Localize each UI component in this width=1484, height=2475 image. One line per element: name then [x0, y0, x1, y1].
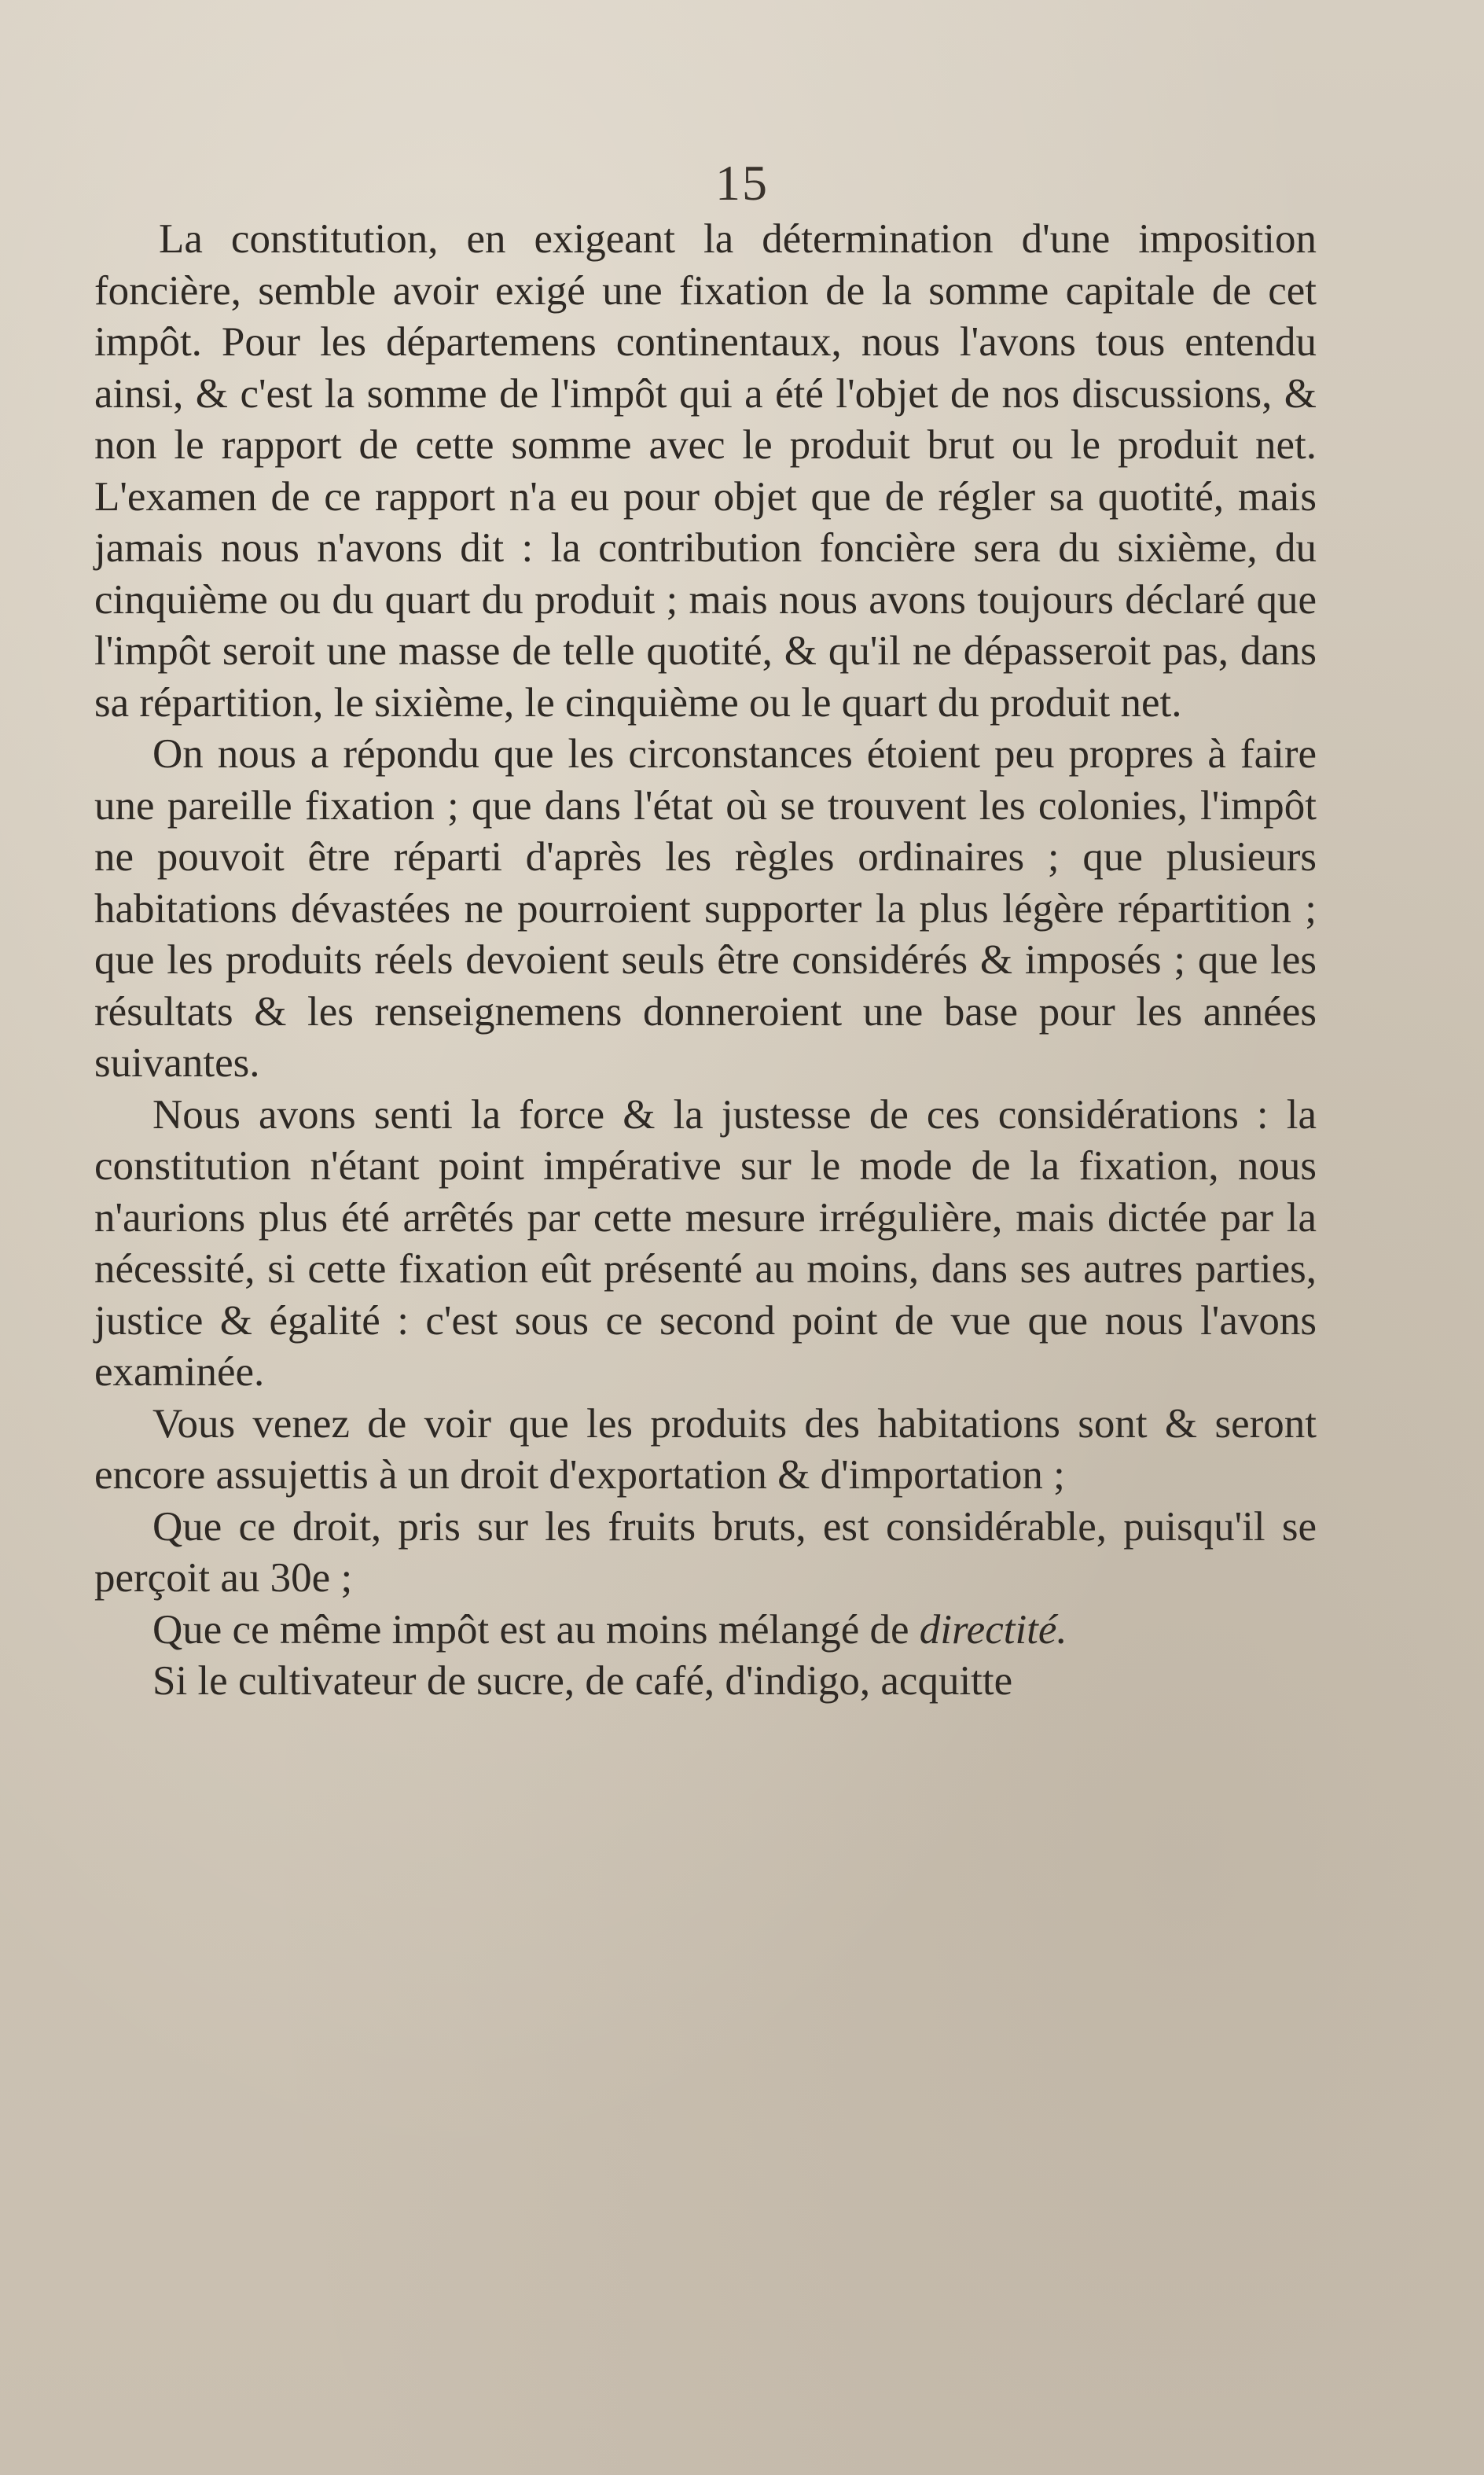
emphasized-word: directité. — [919, 1606, 1067, 1653]
paragraph: Nous avons senti la force & la justesse de ces considérations : la constitution n'étant point impérative sur le mode de la fixation, nous n'aurions plus été arrêtés par cette mesure irrégulière, mais dictée par la nécessité, si cette fixation eût présenté au moins, dans ses autres parties, justice & égalité : c'est sous ce second point de vue que nous l'avons examinée. — [94, 1091, 1317, 1395]
paragraph: On nous a répondu que les circonstances étoient peu propres à faire une pareille fixation ; que dans l'état où se trouvent les colonies, l'impôt ne pouvoit être réparti d'après les règles ordinaires ; que plusieurs habitations dévastées ne pourroient supporter la plus légère répartition ; que les produits réels devoient seuls être considérés & imposés ; que les résultats & les renseignemens donneroient une base pour les années suivantes. — [94, 731, 1317, 1086]
paragraph-with-emphasis — [94, 1605, 1317, 1657]
paragraph: La constitution, en exigeant la détermination d'une imposition foncière, semble avoir exigé une fixation de la somme capitale de cet impôt. Pour les départemens continentaux, nous l'avons tous entendu ainsi, & c'est la somme de l'impôt qui a été l'objet de nos discussions, & non le rapport de cette somme avec le produit brut ou le produit net. L'examen de ce rapport n'a eu pour objet que de régler sa quotité, mais jamais nous n'avons dit : la contribution foncière sera du sixième, du cinquième ou du quart du produit ; mais nous avons toujours déclaré que l'impôt seroit une masse de telle quotité, & qu'il ne dépasseroit pas, dans sa répartition, le sixième, le cinquième ou le quart du produit net. — [94, 216, 1317, 726]
page-text — [94, 214, 1317, 1708]
page-number: 15 — [715, 155, 769, 211]
paragraph: Que ce droit, pris sur les fruits bruts, est considérable, puisqu'il se perçoit au 30e ; — [94, 1503, 1317, 1601]
paragraph: Si le cultivateur de sucre, de café, d'indigo, acquitte — [152, 1658, 1013, 1704]
paragraph: Vous venez de voir que les produits des habitations sont & seront encore assujettis à un droit d'exportation & d'importation ; — [94, 1400, 1317, 1498]
paragraph-text: Que ce même impôt est au moins mélangé de — [152, 1606, 920, 1653]
